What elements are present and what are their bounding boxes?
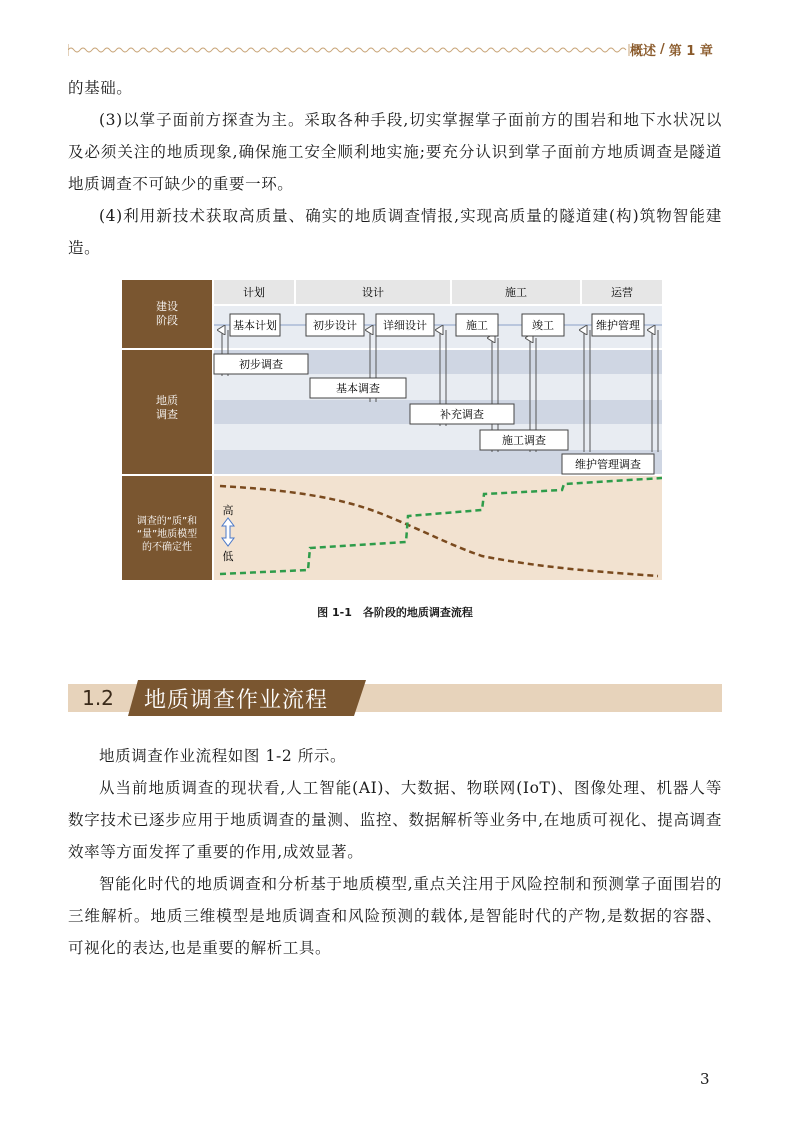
paragraph-intelligent-era: 智能化时代的地质调查和分析基于地质模型,重点关注用于风险控制和预测掌子面围岩的三维解析。地质三维模型是地质调查和风险预测的载体,是智能时代的产物,是数据的容器、可视化的表达,也是重要的解析工具。: [68, 875, 722, 957]
phase-design: 设计: [362, 286, 384, 299]
survey-flow-diagram: [122, 280, 662, 580]
paragraph-digital-tech: 从当前地质调查的现状看,人工智能(AI)、大数据、物联网(IoT)、图像处理、机器人等数字技术已逐步应用于地质调查的量测、监控、数据解析等业务中,在地质可视化、提高调查效率等方面发挥了重要的作用,成效显著。: [68, 779, 722, 861]
stripe-4: [214, 424, 662, 450]
paragraph-intro: 地质调查作业流程如图 1-2 所示。: [99, 747, 347, 765]
header-rule: [68, 44, 630, 56]
stage-preliminary-design: 初步设计: [313, 319, 357, 332]
stage-construction: 施工: [466, 319, 488, 332]
page-number: 3: [700, 1070, 710, 1088]
stage-completion: 竣工: [532, 319, 554, 332]
header-separator: /: [660, 41, 665, 57]
phase-plan: 计划: [243, 286, 265, 299]
label-bg-uncertainty: [122, 476, 212, 580]
stage-maintenance: 维护管理: [596, 319, 640, 332]
label-uncertainty-1: 调查的“质”和: [136, 516, 198, 527]
label-stage-1: 建设: [156, 300, 178, 313]
paragraph-continuation: 的基础。: [68, 79, 133, 97]
phase-operation: 运营: [611, 286, 633, 299]
label-stage-2: 阶段: [156, 314, 178, 327]
survey-construction: 施工调查: [502, 434, 546, 447]
label-geology-1: 地质: [156, 394, 178, 407]
section-number: 1.2: [82, 686, 114, 710]
header-section: 概述: [630, 43, 657, 59]
stripe-2: [214, 374, 662, 400]
survey-maintenance: 维护管理调查: [575, 458, 641, 471]
figure-caption: 图 1-1 各阶段的地质调查流程: [317, 606, 473, 619]
stage-basic-plan: 基本计划: [233, 319, 277, 332]
survey-supplementary: 补充调查: [440, 408, 484, 421]
label-uncertainty-3: 的不确定性: [142, 542, 192, 553]
axis-high: 高: [222, 504, 234, 517]
figure-survey-flow: [122, 280, 662, 580]
label-geology-2: 调查: [156, 408, 178, 421]
paragraph-item-3: (3)以掌子面前方探查为主。采取各种手段,切实掌握掌子面前方的围岩和地下水状况以及必须关注的地质现象,确保施工安全顺利地实施;要充分认识到掌子面前方地质调查是隧道地质调查不可缺少的重要一环。: [68, 111, 722, 193]
header-chapter: 第 1 章: [668, 43, 713, 59]
axis-low: 低: [222, 550, 234, 563]
phase-construction: 施工: [505, 286, 527, 299]
section-title: 地质调查作业流程: [144, 687, 329, 713]
label-uncertainty-2: “量”地质模型: [136, 529, 198, 540]
survey-basic: 基本调查: [336, 382, 380, 395]
paragraph-item-4: (4)利用新技术获取高质量、确实的地质调查情报,实现高质量的隧道建(构)筑物智能建造。: [68, 207, 722, 257]
survey-preliminary: 初步调查: [239, 358, 283, 371]
stage-detailed-design: 详细设计: [383, 319, 427, 332]
running-header: [630, 38, 730, 60]
